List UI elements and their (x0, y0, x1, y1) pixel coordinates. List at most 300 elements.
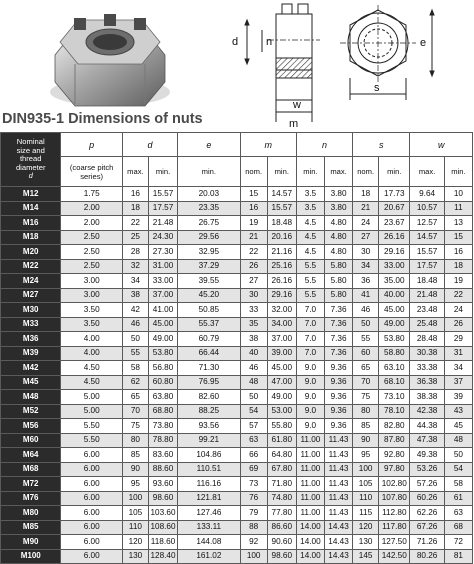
table-row (1, 346, 473, 361)
table-row (1, 332, 473, 347)
table-cell: 21.48 (410, 288, 444, 303)
table-cell: 117.80 (379, 520, 410, 535)
table-cell: 30 (353, 245, 379, 260)
table-cell: 115 (353, 506, 379, 521)
table-cell: 53.00 (267, 404, 296, 419)
table-cell: 29 (444, 332, 472, 347)
table-cell: 31.00 (148, 259, 177, 274)
table-cell: 3.5 (296, 187, 324, 202)
table-cell: 3.80 (324, 201, 352, 216)
table-cell: 98.60 (267, 549, 296, 564)
table-cell: 3.50 (61, 303, 122, 318)
nominal-size-cell: M18 (1, 230, 61, 245)
table-cell: 71.30 (178, 361, 241, 376)
table-cell: 14.00 (296, 535, 324, 550)
table-cell: 64.80 (267, 448, 296, 463)
table-cell: 86.60 (267, 520, 296, 535)
table-cell: 38 (240, 332, 267, 347)
subheader-row (1, 157, 473, 187)
subheader-n-max: max. (324, 157, 352, 187)
table-cell: 49.00 (379, 317, 410, 332)
subheader-n-min: min. (296, 157, 324, 187)
table-cell: 88 (240, 520, 267, 535)
table-cell: 53.26 (410, 462, 444, 477)
table-cell: 65 (122, 390, 148, 405)
table-cell: 63.10 (379, 361, 410, 376)
table-cell: 32.95 (178, 245, 241, 260)
table-cell: 39 (444, 390, 472, 405)
symbol-header-row (1, 133, 473, 157)
table-cell: 71.26 (410, 535, 444, 550)
table-cell: 110 (122, 520, 148, 535)
table-cell: 40.00 (379, 288, 410, 303)
table-cell: 19 (240, 216, 267, 231)
table-cell: 4.5 (296, 245, 324, 260)
table-cell: 57.26 (410, 477, 444, 492)
dimensions-table (0, 132, 473, 564)
header-e: e (178, 133, 241, 157)
table-cell: 16 (122, 187, 148, 202)
table-cell: 38.38 (410, 390, 444, 405)
nominal-size-cell: M12 (1, 187, 61, 202)
table-cell: 29.16 (379, 245, 410, 260)
table-cell: 68.80 (148, 404, 177, 419)
table-cell: 9.0 (296, 361, 324, 376)
table-cell: 5.5 (296, 274, 324, 289)
table-cell: 35.00 (379, 274, 410, 289)
nominal-size-cell: M100 (1, 549, 61, 564)
table-cell: 15 (444, 230, 472, 245)
table-cell: 11.43 (324, 491, 352, 506)
table-row (1, 448, 473, 463)
label-s: s (374, 82, 380, 94)
header-d: d (122, 133, 177, 157)
table-cell: 66.44 (178, 346, 241, 361)
table-cell: 110.51 (178, 462, 241, 477)
header-w: w (410, 133, 473, 157)
table-cell: 90.60 (267, 535, 296, 550)
table-cell: 44.38 (410, 419, 444, 434)
table-cell: 5.80 (324, 259, 352, 274)
subheader-d-min: min. (148, 157, 177, 187)
table-cell: 2.50 (61, 245, 122, 260)
table-cell: 128.40 (148, 549, 177, 564)
table-cell: 9.64 (410, 187, 444, 202)
table-cell: 4.00 (61, 332, 122, 347)
table-cell: 98.60 (148, 491, 177, 506)
table-cell: 6.00 (61, 477, 122, 492)
nominal-size-cell: M48 (1, 390, 61, 405)
nominal-size-cell: M60 (1, 433, 61, 448)
table-cell: 4.80 (324, 216, 352, 231)
subheader-m-nom: nom. (240, 157, 267, 187)
table-cell: 10.57 (410, 201, 444, 216)
table-cell: 29.16 (267, 288, 296, 303)
table-cell: 39.00 (267, 346, 296, 361)
table-cell: 26 (444, 317, 472, 332)
table-cell: 37 (444, 375, 472, 390)
table-cell: 7.0 (296, 346, 324, 361)
nominal-size-cell: M36 (1, 332, 61, 347)
table-cell: 14.57 (267, 187, 296, 202)
table-row (1, 274, 473, 289)
subheader-w-max: max. (410, 157, 444, 187)
header-p: p (61, 133, 122, 157)
table-cell: 88.60 (148, 462, 177, 477)
table-row (1, 549, 473, 564)
castle-nut-photo (50, 14, 170, 106)
table-cell: 25 (122, 230, 148, 245)
table-cell: 121.81 (178, 491, 241, 506)
table-cell: 46 (353, 303, 379, 318)
nominal-size-cell: M16 (1, 216, 61, 231)
table-cell: 161.02 (178, 549, 241, 564)
table-cell: 66 (240, 448, 267, 463)
table-row (1, 317, 473, 332)
table-row (1, 216, 473, 231)
table-cell: 80 (122, 433, 148, 448)
table-cell: 2.50 (61, 259, 122, 274)
table-cell: 23.35 (178, 201, 241, 216)
table-cell: 77.80 (267, 506, 296, 521)
table-cell: 5.00 (61, 390, 122, 405)
side-section-drawing (245, 4, 320, 122)
table-row (1, 419, 473, 434)
subheader-m-min: min. (267, 157, 296, 187)
table-cell: 17.73 (379, 187, 410, 202)
label-m: m (289, 118, 299, 130)
table-cell: 26.16 (267, 274, 296, 289)
table-cell: 9.36 (324, 404, 352, 419)
table-cell: 71.80 (267, 477, 296, 492)
table-cell: 73.80 (148, 419, 177, 434)
label-w: w (293, 99, 301, 111)
table-cell: 1.75 (61, 187, 122, 202)
table-row (1, 230, 473, 245)
label-d: d (232, 36, 239, 48)
table-cell: 7.36 (324, 317, 352, 332)
table-cell: 14.43 (324, 549, 352, 564)
table-cell: 3.50 (61, 317, 122, 332)
table-cell: 18.48 (267, 216, 296, 231)
table-row (1, 375, 473, 390)
table-cell: 21 (353, 201, 379, 216)
table-cell: 9.0 (296, 375, 324, 390)
table-cell: 78.80 (148, 433, 177, 448)
table-cell: 26 (240, 259, 267, 274)
corner-header: Nominal size and thread diameter d (1, 133, 61, 187)
table-cell: 3.00 (61, 274, 122, 289)
table-cell: 95 (122, 477, 148, 492)
nominal-size-cell: M56 (1, 419, 61, 434)
table-cell: 70 (122, 404, 148, 419)
table-cell: 73.10 (379, 390, 410, 405)
table-cell: 46 (240, 361, 267, 376)
table-cell: 127.46 (178, 506, 241, 521)
table-cell: 60.79 (178, 332, 241, 347)
subheader-p: (coarse pitch series) (61, 157, 122, 187)
table-cell: 120 (353, 520, 379, 535)
table-row (1, 390, 473, 405)
table-cell: 42.38 (410, 404, 444, 419)
table-cell: 28.48 (410, 332, 444, 347)
table-cell: 68 (444, 520, 472, 535)
table-cell: 116.16 (178, 477, 241, 492)
table-cell: 97.80 (379, 462, 410, 477)
table-cell: 11 (444, 201, 472, 216)
table-cell: 21.48 (148, 216, 177, 231)
table-cell: 37.29 (178, 259, 241, 274)
table-cell: 43 (444, 404, 472, 419)
table-cell: 72 (444, 535, 472, 550)
table-cell: 47.00 (267, 375, 296, 390)
table-cell: 75 (122, 419, 148, 434)
table-cell: 99.21 (178, 433, 241, 448)
table-cell: 11.43 (324, 448, 352, 463)
table-cell: 63 (444, 506, 472, 521)
table-cell: 103.60 (148, 506, 177, 521)
table-cell: 82.60 (178, 390, 241, 405)
table-cell: 5.50 (61, 419, 122, 434)
table-cell: 19 (444, 274, 472, 289)
table-row (1, 491, 473, 506)
table-cell: 30.38 (410, 346, 444, 361)
table-cell: 24.30 (148, 230, 177, 245)
table-cell: 39.55 (178, 274, 241, 289)
table-cell: 67.80 (267, 462, 296, 477)
table-cell: 68.10 (379, 375, 410, 390)
table-cell: 4.80 (324, 230, 352, 245)
table-cell: 55.37 (178, 317, 241, 332)
subheader-s-min: min. (379, 157, 410, 187)
table-cell: 18 (353, 187, 379, 202)
table-cell: 32.00 (267, 303, 296, 318)
table-row (1, 187, 473, 202)
table-cell: 60.26 (410, 491, 444, 506)
nominal-size-cell: M80 (1, 506, 61, 521)
header-n: n (296, 133, 352, 157)
table-cell: 108.60 (148, 520, 177, 535)
table-cell: 12.57 (410, 216, 444, 231)
table-cell: 62.26 (410, 506, 444, 521)
table-cell: 33.00 (148, 274, 177, 289)
subheader-s-nom: nom. (353, 157, 379, 187)
table-cell: 100 (240, 549, 267, 564)
table-cell: 11.00 (296, 491, 324, 506)
table-cell: 58 (122, 361, 148, 376)
table-cell: 34.00 (267, 317, 296, 332)
table-cell: 15 (240, 187, 267, 202)
table-cell: 3.80 (324, 187, 352, 202)
table-cell: 46 (122, 317, 148, 332)
table-cell: 60 (353, 346, 379, 361)
table-cell: 35 (240, 317, 267, 332)
table-cell: 53.80 (148, 346, 177, 361)
table-cell: 22 (444, 288, 472, 303)
table-cell: 54 (444, 462, 472, 477)
table-cell: 4.00 (61, 346, 122, 361)
table-cell: 50 (240, 390, 267, 405)
nominal-size-cell: M30 (1, 303, 61, 318)
table-cell: 9.36 (324, 390, 352, 405)
header-s: s (353, 133, 410, 157)
table-cell: 107.80 (379, 491, 410, 506)
table-cell: 15.57 (148, 187, 177, 202)
table-row (1, 404, 473, 419)
table-cell: 20.03 (178, 187, 241, 202)
table-cell: 5.5 (296, 288, 324, 303)
subheader-e-min: min. (178, 157, 241, 187)
nominal-size-cell: M33 (1, 317, 61, 332)
table-cell: 6.00 (61, 462, 122, 477)
table-cell: 11.43 (324, 477, 352, 492)
table-cell: 15.57 (410, 245, 444, 260)
table-cell: 25.16 (267, 259, 296, 274)
table-cell: 56.80 (148, 361, 177, 376)
nominal-size-cell: M85 (1, 520, 61, 535)
table-cell: 22 (122, 216, 148, 231)
table-cell: 10 (444, 187, 472, 202)
table-cell: 50 (353, 317, 379, 332)
table-cell: 58 (444, 477, 472, 492)
table-cell: 80.26 (410, 549, 444, 564)
table-cell: 29.56 (178, 230, 241, 245)
table-cell: 120 (122, 535, 148, 550)
table-cell: 21 (240, 230, 267, 245)
table-cell: 50 (122, 332, 148, 347)
table-cell: 48 (240, 375, 267, 390)
table-cell: 30 (240, 288, 267, 303)
table-cell: 2.00 (61, 201, 122, 216)
table-cell: 7.0 (296, 317, 324, 332)
table-cell: 54 (240, 404, 267, 419)
table-cell: 133.11 (178, 520, 241, 535)
table-cell: 85 (353, 419, 379, 434)
table-cell: 23.67 (379, 216, 410, 231)
table-cell: 18 (444, 259, 472, 274)
table-cell: 144.08 (178, 535, 241, 550)
table-cell: 5.80 (324, 288, 352, 303)
table-cell: 7.36 (324, 332, 352, 347)
table-cell: 5.5 (296, 259, 324, 274)
table-cell: 50.85 (178, 303, 241, 318)
table-cell: 60.80 (148, 375, 177, 390)
table-cell: 11.00 (296, 433, 324, 448)
table-cell: 45.20 (178, 288, 241, 303)
table-cell: 40 (240, 346, 267, 361)
table-cell: 11.00 (296, 448, 324, 463)
table-cell: 61.80 (267, 433, 296, 448)
table-cell: 49.00 (148, 332, 177, 347)
table-cell: 11.00 (296, 477, 324, 492)
table-cell: 112.80 (379, 506, 410, 521)
table-cell: 28 (122, 245, 148, 260)
nominal-size-cell: M90 (1, 535, 61, 550)
table-cell: 110 (353, 491, 379, 506)
table-cell: 13 (444, 216, 472, 231)
table-row (1, 462, 473, 477)
table-row (1, 245, 473, 260)
table-cell: 85 (122, 448, 148, 463)
table-cell: 7.0 (296, 303, 324, 318)
table-cell: 63.80 (148, 390, 177, 405)
table-cell: 32 (122, 259, 148, 274)
table-cell: 3.00 (61, 288, 122, 303)
nominal-size-cell: M39 (1, 346, 61, 361)
table-body (1, 187, 473, 564)
table-cell: 79 (240, 506, 267, 521)
table-cell: 27 (240, 274, 267, 289)
table-cell: 4.5 (296, 216, 324, 231)
table-cell: 16 (240, 201, 267, 216)
table-cell: 21.16 (267, 245, 296, 260)
nominal-size-cell: M27 (1, 288, 61, 303)
table-cell: 37.00 (267, 332, 296, 347)
label-n: n (266, 36, 273, 48)
table-cell: 50 (444, 448, 472, 463)
table-cell: 38 (122, 288, 148, 303)
table-cell: 102.80 (379, 477, 410, 492)
table-cell: 58.80 (379, 346, 410, 361)
table-cell: 45.00 (379, 303, 410, 318)
table-cell: 61 (444, 491, 472, 506)
nominal-size-cell: M64 (1, 448, 61, 463)
table-cell: 62 (122, 375, 148, 390)
table-cell: 49.38 (410, 448, 444, 463)
table-row (1, 520, 473, 535)
table-cell: 9.36 (324, 419, 352, 434)
table-cell: 6.00 (61, 491, 122, 506)
table-cell: 100 (122, 491, 148, 506)
header-m: m (240, 133, 296, 157)
table-cell: 36.38 (410, 375, 444, 390)
table-cell: 53.80 (379, 332, 410, 347)
table-cell: 20.67 (379, 201, 410, 216)
table-cell: 27.30 (148, 245, 177, 260)
table-cell: 11.00 (296, 506, 324, 521)
table-cell: 105 (122, 506, 148, 521)
table-cell: 45.00 (267, 361, 296, 376)
table-row (1, 201, 473, 216)
table-cell: 47.38 (410, 433, 444, 448)
table-cell: 9.0 (296, 404, 324, 419)
table-cell: 63 (240, 433, 267, 448)
table-cell: 5.80 (324, 274, 352, 289)
table-cell: 70 (353, 375, 379, 390)
table-cell: 9.36 (324, 361, 352, 376)
table-cell: 14.43 (324, 535, 352, 550)
table-cell: 14.57 (410, 230, 444, 245)
table-cell: 34 (122, 274, 148, 289)
table-cell: 34 (444, 361, 472, 376)
table-cell: 6.00 (61, 506, 122, 521)
table-cell: 104.86 (178, 448, 241, 463)
nominal-size-cell: M68 (1, 462, 61, 477)
table-cell: 130 (122, 549, 148, 564)
table-cell: 4.50 (61, 361, 122, 376)
table-cell: 75 (353, 390, 379, 405)
table-row (1, 433, 473, 448)
nominal-size-cell: M22 (1, 259, 61, 274)
table-cell: 127.50 (379, 535, 410, 550)
table-cell: 18.48 (410, 274, 444, 289)
table-cell: 93.56 (178, 419, 241, 434)
table-cell: 31 (444, 346, 472, 361)
nominal-size-cell: M45 (1, 375, 61, 390)
table-cell: 76.95 (178, 375, 241, 390)
table-cell: 7.0 (296, 332, 324, 347)
table-cell: 81 (444, 549, 472, 564)
